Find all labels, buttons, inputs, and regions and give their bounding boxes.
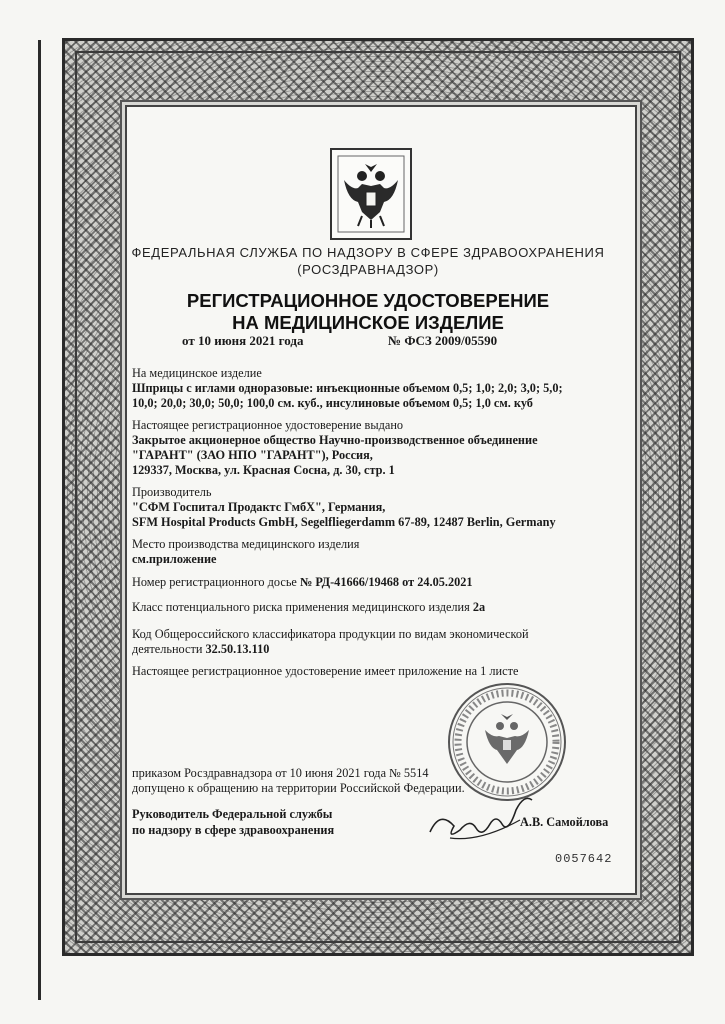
manufacturer-section — [132, 485, 556, 530]
agency-name: ФЕДЕРАЛЬНАЯ СЛУЖБА ПО НАДЗОРУ В СФЕРЕ ЗДРАВООХРАНЕНИЯ — [131, 245, 605, 260]
dossier-label: Номер регистрационного досье — [132, 575, 297, 589]
signer-role-line-1: Руководитель Федеральной службы — [132, 807, 333, 821]
document-title — [120, 290, 616, 334]
manufacturer-line-2: SFM Hospital Products GmbH, Segelfliegerdamm 67-89, 12487 Berlin, Germany — [132, 515, 556, 529]
order-section — [132, 766, 465, 796]
title-line-2: НА МЕДИЦИНСКОЕ ИЗДЕЛИЕ — [232, 312, 504, 333]
annex-note: Настоящее регистрационное удостоверение имеет приложение на 1 листе — [132, 664, 519, 678]
issued-to-line-1: Закрытое акционерное общество Научно-производственное объединение — [132, 433, 538, 447]
issued-to-line-2: "ГАРАНТ" (ЗАО НПО "ГАРАНТ"), Россия, — [132, 448, 373, 462]
risk-class-value: 2а — [472, 600, 486, 614]
signer-role-line-2: по надзору в сфере здравоохранения — [132, 823, 335, 837]
double-headed-eagle-icon — [332, 150, 410, 238]
risk-class-section — [132, 600, 485, 615]
issued-to-section — [132, 418, 538, 478]
certificate-number: № ФСЗ 2009/05590 — [388, 333, 498, 348]
device-line-1: Шприцы с иглами одноразовые: инъекционные объемом 0,5; 1,0; 2,0; 3,0; 5,0; — [132, 381, 563, 395]
okpd-section — [132, 627, 529, 657]
production-site-section — [132, 537, 359, 567]
dossier-section — [132, 575, 473, 590]
issued-to-label: Настоящее регистрационное удостоверение выдано — [132, 418, 404, 432]
production-site-value: см.приложение — [132, 552, 217, 566]
title-line-1: РЕГИСТРАЦИОННОЕ УДОСТОВЕРЕНИЕ — [186, 290, 550, 311]
signer-name: А.В. Самойлова — [520, 815, 609, 829]
okpd-code: 32.50.13.110 — [205, 642, 270, 656]
agency-heading — [120, 244, 616, 278]
agency-abbreviation: (РОСЗДРАВНАДЗОР) — [297, 262, 439, 277]
okpd-label: деятельности — [132, 642, 203, 656]
risk-class-label: Класс потенциального риска применения медицинского изделия — [132, 600, 470, 614]
issued-to-line-3: 129337, Москва, ул. Красная Сосна, д. 30, стр. 1 — [132, 463, 395, 477]
device-line-2: 10,0; 20,0; 30,0; 50,0; 100,0 см. куб., инсулиновые объемом 0,5; 1,0 см. куб — [132, 396, 533, 410]
device-section — [132, 366, 563, 411]
signer-role — [132, 806, 334, 838]
certificate-dateline — [182, 333, 602, 349]
production-site-label: Место производства медицинского изделия — [132, 537, 360, 551]
device-label: На медицинское изделие — [132, 366, 262, 380]
okpd-line-1: Код Общероссийского классификатора продукции по видам экономической — [132, 627, 529, 641]
coat-of-arms-emblem — [330, 148, 412, 240]
manufacturer-label: Производитель — [132, 485, 212, 499]
order-line-1: приказом Росздравнадзора от 10 июня 2021 года № 5514 — [132, 766, 429, 780]
dossier-value: № РД-41666/19468 от 24.05.2021 — [299, 575, 473, 589]
certificate-date: от 10 июня 2021 года — [182, 333, 304, 348]
order-line-2: допущено к обращению на территории Российской Федерации. — [132, 781, 465, 795]
form-serial-number: 0057642 — [555, 852, 613, 866]
manufacturer-line-1: "СФМ Госпитал Продактс ГмбХ", Германия, — [132, 500, 386, 514]
